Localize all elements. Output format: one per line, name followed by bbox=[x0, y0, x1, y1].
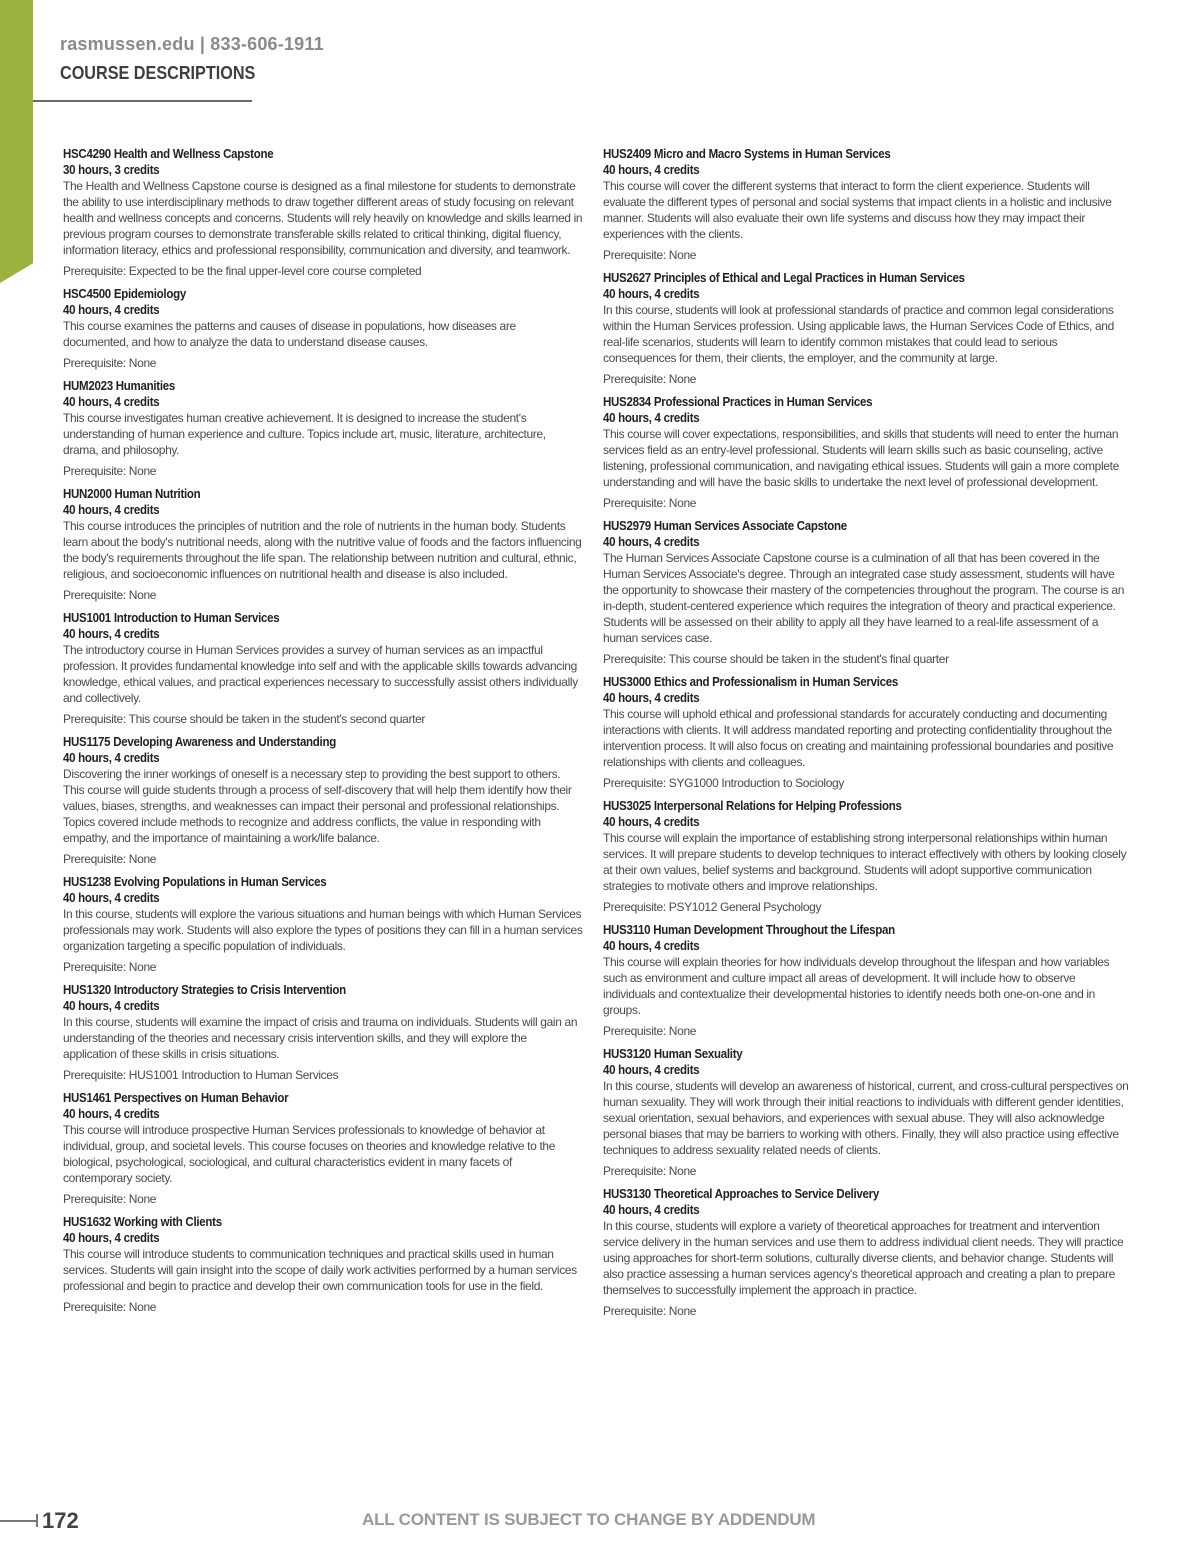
course-hours: 30 hours, 3 credits bbox=[63, 163, 160, 177]
course-prerequisite: Prerequisite: None bbox=[63, 356, 157, 370]
course-title: HUS2409 Micro and Macro Systems in Human Services bbox=[603, 147, 891, 161]
footer-rule bbox=[0, 1520, 37, 1522]
course-prerequisite: Prerequisite: This course should be taken in the student's final quarter bbox=[603, 652, 949, 666]
course-prerequisite: Prerequisite: None bbox=[603, 372, 697, 386]
course-title: HUS2627 Principles of Ethical and Legal Practices in Human Services bbox=[603, 271, 965, 285]
course-hours: 40 hours, 4 credits bbox=[63, 999, 160, 1013]
course-prerequisite: Prerequisite: PSY1012 General Psychology bbox=[603, 900, 822, 914]
course-prerequisite: Prerequisite: None bbox=[603, 1304, 697, 1318]
course-description: Discovering the inner workings of oneself is a necessary step to providing the best support to others. This course will guide students through a process of self-discovery that will help them identify how their values, biases, strengths, and weaknesses can impact their personal and professional relationships. Topics covered include methods to recognize and address conflicts, the value in responding with empathy, and the importance of maintaining a work/life balance. bbox=[63, 767, 572, 845]
course-title: HUS2834 Professional Practices in Human Services bbox=[603, 395, 873, 409]
right-column bbox=[603, 146, 1129, 1326]
course-entry bbox=[603, 798, 1129, 915]
course-description: This course will introduce prospective Human Services professionals to knowledge of behavior at individual, group, and societal levels. This course focuses on theories and knowledge relative to the biological, psychological, sociological, and cultural characteristics evident in many facets of contemporary society. bbox=[63, 1123, 556, 1185]
course-prerequisite: Prerequisite: None bbox=[603, 1164, 697, 1178]
course-description: This course examines the patterns and causes of disease in populations, how diseases are documented, and how to analyze the data to understand disease causes. bbox=[63, 319, 516, 349]
course-entry bbox=[603, 674, 1129, 791]
course-prerequisite: Prerequisite: None bbox=[603, 496, 697, 510]
footer-tick bbox=[36, 1514, 38, 1527]
course-description: The introductory course in Human Services provides a survey of human services as an impactful profession. It provides fundamental knowledge into self and with the applicable skills towards advancing knowledge, ethical values, and practical experiences necessary to successfully assist others individually and collectively. bbox=[63, 643, 578, 705]
course-description: The Human Services Associate Capstone course is a culmination of all that has been covered in the Human Services Associate's degree. Through an integrated case study assessment, students will have the opportunity to showcase their mastery of the competencies throughout the program. The course is an in-depth, student-centered experience which requires the integration of theory and practical experience. Students will be assessed on their ability to apply all they have learned to a real-life assessment of a human services case. bbox=[603, 551, 1125, 645]
course-hours: 40 hours, 4 credits bbox=[603, 163, 700, 177]
course-title: HUS1461 Perspectives on Human Behavior bbox=[63, 1091, 289, 1105]
course-hours: 40 hours, 4 credits bbox=[603, 691, 700, 705]
course-title: HUM2023 Humanities bbox=[63, 379, 175, 393]
footer-note: ALL CONTENT IS SUBJECT TO CHANGE BY ADDENDUM bbox=[362, 1510, 816, 1529]
course-description: This course will cover the different systems that interact to form the client experience. Students will evaluate the different types of personal and social systems that impact clients in a holistic and inclusive manner. Students will also evaluate their own life systems and discuss how they may impact their experiences with the clients. bbox=[603, 179, 1112, 241]
course-title: HUS1632 Working with Clients bbox=[63, 1215, 222, 1229]
course-entry bbox=[63, 1090, 583, 1207]
course-entry bbox=[63, 286, 583, 371]
course-entry bbox=[63, 982, 583, 1083]
page-number: 172 bbox=[42, 1508, 79, 1533]
course-title: HUS3025 Interpersonal Relations for Helping Professions bbox=[603, 799, 902, 813]
course-hours: 40 hours, 4 credits bbox=[603, 1203, 700, 1217]
course-hours: 40 hours, 4 credits bbox=[603, 939, 700, 953]
course-hours: 40 hours, 4 credits bbox=[603, 1063, 700, 1077]
course-entry bbox=[603, 146, 1129, 263]
course-description: This course will uphold ethical and professional standards for accurately conducting and documenting interactions with clients. It will address mandated reporting and protecting confidentiality throughout the intervention process. It will also focus on creating and maintaining professional boundaries and positive relationships with clients and colleagues. bbox=[603, 707, 1114, 769]
course-title: HUS1175 Developing Awareness and Understanding bbox=[63, 735, 336, 749]
course-prerequisite: Prerequisite: This course should be taken in the student's second quarter bbox=[63, 712, 426, 726]
course-entry bbox=[63, 1214, 583, 1315]
course-prerequisite: Prerequisite: SYG1000 Introduction to Sociology bbox=[603, 776, 845, 790]
left-column bbox=[63, 146, 583, 1322]
course-hours: 40 hours, 4 credits bbox=[63, 891, 160, 905]
course-hours: 40 hours, 4 credits bbox=[63, 395, 160, 409]
course-entry bbox=[603, 518, 1129, 667]
course-prerequisite: Prerequisite: None bbox=[63, 1192, 157, 1206]
section-title: COURSE DESCRIPTIONS bbox=[60, 63, 256, 83]
course-description: This course will explain the importance of establishing strong interpersonal relationships within human services. It will prepare students to develop techniques to interact effectively with others by looking closely at their own values, belief systems and background. Students will adopt supportive communication strategies to motivate others and improve relationships. bbox=[603, 831, 1127, 893]
course-entry bbox=[63, 874, 583, 975]
accent-bar bbox=[0, 0, 33, 283]
course-prerequisite: Prerequisite: None bbox=[603, 248, 697, 262]
course-hours: 40 hours, 4 credits bbox=[63, 1107, 160, 1121]
course-description: In this course, students will look at professional standards of practice and common legal considerations within the Human Services profession. Using applicable laws, the Human Services Code of Ethics, and real-life scenarios, students will learn to identify common mistakes that could lead to serious consequences for them, their clients, the employer, and the community at large. bbox=[603, 303, 1114, 365]
course-title: HUS1320 Introductory Strategies to Crisis Intervention bbox=[63, 983, 346, 997]
course-entry bbox=[603, 1046, 1129, 1179]
course-title: HUN2000 Human Nutrition bbox=[63, 487, 201, 501]
course-prerequisite: Prerequisite: None bbox=[63, 588, 157, 602]
course-hours: 40 hours, 4 credits bbox=[63, 627, 160, 641]
course-description: In this course, students will explore a variety of theoretical approaches for treatment and intervention service delivery in the human services and use them to address individual client needs. They will practice using approaches for short-term solutions, culturally diverse clients, and behavior change. Students will also practice assessing a human services agency's theoretical approach and creating a plan to prepare themselves to successfully implement the approach in practice. bbox=[603, 1219, 1124, 1297]
course-hours: 40 hours, 4 credits bbox=[63, 303, 160, 317]
course-entry bbox=[603, 394, 1129, 511]
course-entry bbox=[63, 146, 583, 279]
course-hours: 40 hours, 4 credits bbox=[603, 815, 700, 829]
course-entry bbox=[63, 610, 583, 727]
course-prerequisite: Prerequisite: None bbox=[63, 464, 157, 478]
course-title: HUS3120 Human Sexuality bbox=[603, 1047, 743, 1061]
course-hours: 40 hours, 4 credits bbox=[603, 535, 700, 549]
course-title: HSC4500 Epidemiology bbox=[63, 287, 186, 301]
course-prerequisite: Prerequisite: None bbox=[63, 960, 157, 974]
course-entry bbox=[63, 486, 583, 603]
course-title: HUS1001 Introduction to Human Services bbox=[63, 611, 280, 625]
course-prerequisite: Prerequisite: None bbox=[63, 1300, 157, 1314]
course-description: The Health and Wellness Capstone course is designed as a final milestone for students to demonstrate the ability to use interdisciplinary methods to draw together different areas of study focusing on relevant health and wellness concepts and concerns. Students will rely heavily on knowledge and skills learned in previous program courses to demonstrate transferable skills related to critical thinking, digital fluency, information literacy, ethics and professional responsibility, communication and diversity, and teamwork. bbox=[63, 179, 583, 257]
course-description: In this course, students will explore the various situations and human beings with which Human Services professionals may work. Students will also explore the types of positions they can fill in a human services organization targeting a specific population of individuals. bbox=[63, 907, 583, 953]
course-entry bbox=[63, 378, 583, 479]
course-entry bbox=[603, 1186, 1129, 1319]
course-description: This course will introduce students to communication techniques and practical skills used in human services. Students will gain insight into the scope of daily work activities performed by a human services professional and begin to practice and develop their own communication tools for use in the field. bbox=[63, 1247, 577, 1293]
course-prerequisite: Prerequisite: Expected to be the final upper-level core course completed bbox=[63, 264, 422, 278]
course-hours: 40 hours, 4 credits bbox=[603, 287, 700, 301]
course-title: HUS3110 Human Development Throughout the Lifespan bbox=[603, 923, 895, 937]
course-description: This course will cover expectations, responsibilities, and skills that students will need to enter the human services field as an entry-level professional. Students will learn skills such as basic counseling, active listening, professional communication, and navigating ethical issues. Students will gain a more complete understanding and will have the basic skills to undertake the next level of professional development. bbox=[603, 427, 1119, 489]
course-title: HUS1238 Evolving Populations in Human Services bbox=[63, 875, 327, 889]
course-entry bbox=[63, 734, 583, 867]
course-entry bbox=[603, 270, 1129, 387]
course-prerequisite: Prerequisite: None bbox=[63, 852, 157, 866]
site-contact: rasmussen.edu | 833-606-1911 bbox=[60, 34, 324, 54]
course-title: HUS2979 Human Services Associate Capstone bbox=[603, 519, 847, 533]
course-title: HUS3000 Ethics and Professionalism in Human Services bbox=[603, 675, 899, 689]
course-title: HSC4290 Health and Wellness Capstone bbox=[63, 147, 274, 161]
course-hours: 40 hours, 4 credits bbox=[63, 751, 160, 765]
title-divider bbox=[33, 100, 252, 102]
course-title: HUS3130 Theoretical Approaches to Service Delivery bbox=[603, 1187, 879, 1201]
course-description: In this course, students will develop an awareness of historical, current, and cross-cultural perspectives on human sexuality. They will work through their initial reactions to individuals with different gender identities, sexual orientation, sexual behaviors, and experiences with sexual abuse. They will also acknowledge personal biases that may be barriers to working with others. Finally, they will also practice using effective techniques to address sexuality related needs of clients. bbox=[603, 1079, 1129, 1157]
course-description: This course will explain theories for how individuals develop throughout the lifespan and how variables such as environment and culture impact all areas of development. It will include how to observe individuals and contextualize their developmental histories to identify needs both one-on-one and in groups. bbox=[603, 955, 1110, 1017]
course-entry bbox=[603, 922, 1129, 1039]
course-description: This course introduces the principles of nutrition and the role of nutrients in the human body. Students learn about the body's nutritional needs, along with the nutritive value of foods and the factors influencing the body's requirements throughout the life span. The relationship between nutrition and cultural, ethnic, religious, and socioeconomic influences on nutritional health and disease is also included. bbox=[63, 519, 582, 581]
course-description: This course investigates human creative achievement. It is designed to increase the student's understanding of human experience and culture. Topics include art, music, literature, architecture, drama, and philosophy. bbox=[63, 411, 546, 457]
course-hours: 40 hours, 4 credits bbox=[63, 503, 160, 517]
course-prerequisite: Prerequisite: HUS1001 Introduction to Human Services bbox=[63, 1068, 339, 1082]
course-hours: 40 hours, 4 credits bbox=[603, 411, 700, 425]
course-hours: 40 hours, 4 credits bbox=[63, 1231, 160, 1245]
course-description: In this course, students will examine the impact of crisis and trauma on individuals. Students will gain an understanding of the theories and necessary crisis intervention skills, and they will explore the application of these skills in crisis situations. bbox=[63, 1015, 578, 1061]
course-prerequisite: Prerequisite: None bbox=[603, 1024, 697, 1038]
